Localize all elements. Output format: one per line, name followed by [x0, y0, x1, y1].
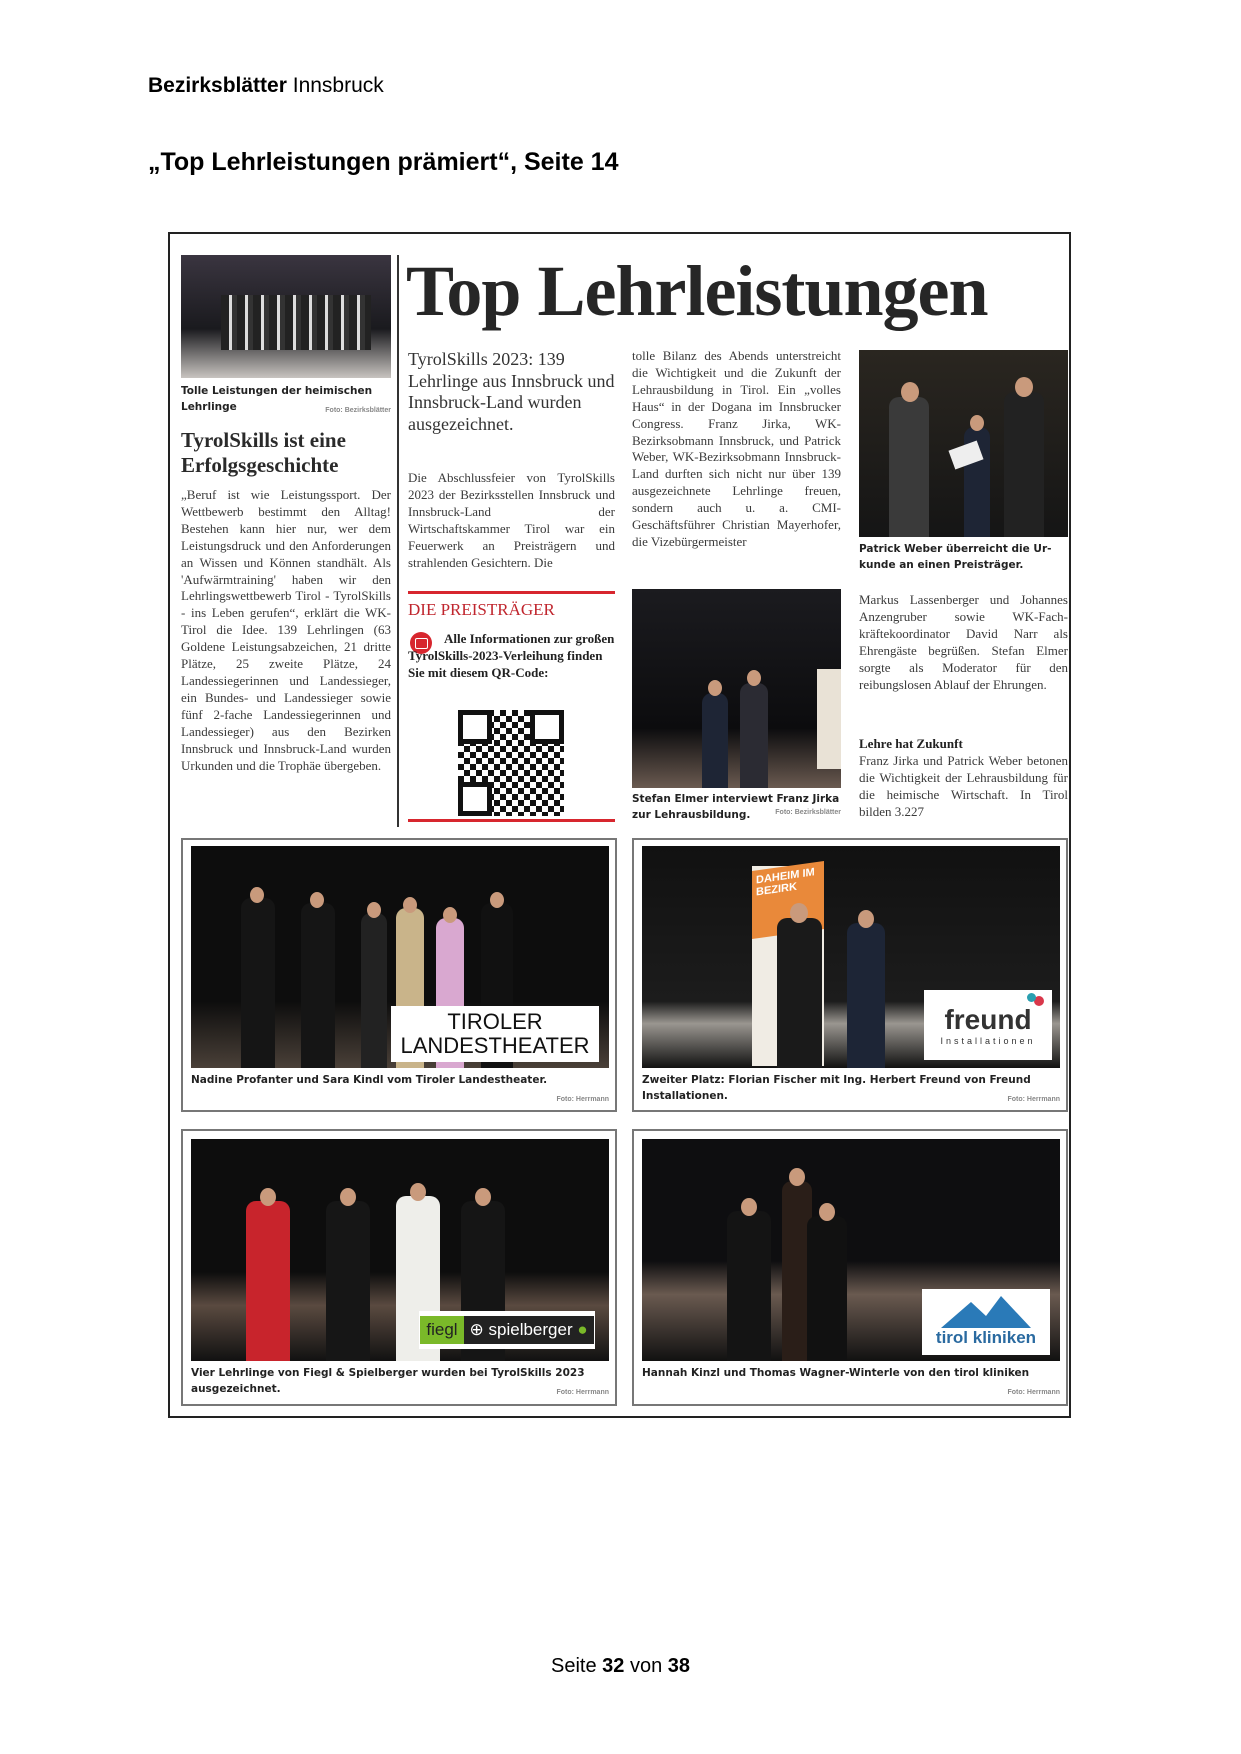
side-body: „Beruf ist wie Leistungssport. Der Wettbewerb bestimmt den Alltag! Bestehen kann hier nur, wer dem Leistungsdruck und den Anforderungen an Wissen und Können standhält. Als 'Aufwärmtraining' haben wir den Lehrlingswettbewerb Tirol - TyrolSkills - ins Leben gerufen“, erklärt die WK-Tirol die Idee. 139 Lehrlingen (63 Goldene Leistungsabzeichen, 21 dritte Plätze, 25 zweite Plätze, 24 Landessiegerinnen und Landessieger, ein Bundes- und Landessieger sowie fünf 2-fache Landessiegerinnen und Landessieger) aus den Bezirken Innsbruck und Innsbruck-Land wurden Urkunden und die Trophäe übergeben.	[181, 487, 391, 773]
gallery-item	[181, 1129, 617, 1406]
subsection-heading: Lehre hat Zukunft	[859, 736, 963, 751]
infobox-top-rule	[408, 591, 615, 594]
body-column-2: Die Abschlussfeier von TyrolSkills 2023 der Bezirksstellen Innsbruck und Innsbruck-Land der Wirtschaftskammer Tirol war ein Feuerwerk an Preisträgern und strahlenden Gesichtern. Die	[408, 470, 615, 570]
photo-interview	[632, 589, 841, 788]
photo-tirol-kliniken	[642, 1139, 1060, 1361]
gallery-item	[181, 838, 617, 1112]
side-heading: TyrolSkills ist eine Erfolgsgeschichte	[181, 428, 346, 477]
subsection-body: Franz Jirka und Patrick Weber betonen die Wichtigkeit der Lehrausbildung für die heimische Wirtschaft. In Tirol bilden 3.227	[859, 753, 1068, 819]
top-photo-caption: Tolle Leistungen der heimischen Lehrlinge Foto: Bezirksblätter	[181, 383, 391, 419]
photo-credit: Foto: Herrmann	[1007, 1389, 1060, 1396]
fiegl-spielberger-logo: fiegl ⊕ spielberger ●	[419, 1311, 595, 1349]
gallery-caption: Vier Lehrlinge von Fiegl & Spielberger wurden bei TyrolSkills 2023 ausgezeichnet. Foto: Herrmann	[191, 1365, 609, 1401]
group-figures	[221, 295, 371, 350]
infobox-text: Alle Informationen zur großen TyrolSkills-2023-Verleihung finden Sie mit diesem QR-Code:	[408, 631, 615, 680]
landestheater-logo: TIROLER LANDESTHEATER	[391, 1006, 599, 1062]
gallery-caption: Hannah Kinzl und Thomas Wagner-Winterle von den tirol kliniken Foto: Herrmann	[642, 1365, 1060, 1401]
photo-interview-caption: Stefan Elmer interviewt Franz Jirka zur Lehrausbildung. Foto: Bezirksblätter	[632, 793, 841, 821]
publication-region: Innsbruck	[292, 74, 384, 97]
photo-credit: Foto: Herrmann	[556, 1389, 609, 1396]
banner-stand	[817, 669, 841, 769]
photo-credit: Foto: Bezirksblätter	[325, 407, 391, 414]
body-column-4: Markus Lassenberger und Johannes Anzengruber sowie WK-Fachkräftekoordinator David Narr als Ehrengäste begrüßen. Stefan Elmer sorgte als Moderator für den reibungslosen Ablauf der Ehrungen.	[859, 592, 1068, 692]
gallery-item	[632, 1129, 1068, 1406]
photo-landestheater	[191, 846, 609, 1068]
infobox-title: DIE PREISTRÄGER	[408, 600, 555, 619]
headline: Top Lehrleistungen	[406, 251, 988, 331]
tirol-kliniken-logo: tirol kliniken	[922, 1289, 1050, 1355]
photo-award-handover	[859, 350, 1068, 537]
gallery-caption: Zweiter Platz: Florian Fischer mit Ing. Herbert Freund von Freund Installationen. Foto: Herrmann	[642, 1072, 1060, 1108]
photo-fiegl-spielberger	[191, 1139, 609, 1361]
gallery-item	[632, 838, 1068, 1112]
photo-credit: Foto: Bezirksblätter	[775, 809, 841, 816]
freund-logo: freund Installationen	[924, 990, 1052, 1060]
publication-header	[148, 74, 384, 98]
photo-award-caption: Patrick Weber überreicht die Urkunde an einen Preisträger.	[859, 543, 1052, 571]
qr-code[interactable]	[458, 710, 564, 816]
total-pages: 38	[667, 1655, 691, 1677]
gallery-caption: Nadine Profanter und Sara Kindl vom Tiroler Landestheater. Foto: Herrmann	[191, 1072, 609, 1108]
publication-name: Bezirksblätter	[148, 74, 287, 97]
infobox-bottom-rule	[408, 819, 615, 822]
page-footer: Seite 32 von 38	[550, 1655, 691, 1677]
subheadline: TyrolSkills 2023: 139 Lehrlinge aus Innsbruck und Innsbruck-Land wurden ausgezeichnet.	[408, 349, 615, 434]
photo-freund	[642, 846, 1060, 1068]
photo-credit: Foto: Herrmann	[556, 1096, 609, 1103]
clipping-title: „Top Lehrleistungen prämiert“, Seite 14	[148, 148, 619, 176]
mountain-icon	[941, 1296, 1031, 1328]
banner-stand: DAHEIM IM BEZIRK	[752, 866, 824, 1066]
body-column-3: tolle Bilanz des Abends unterstreicht die Wichtigkeit und die Zukunft der Lehrausbildung in Tirol. Ein „volles Haus“ in der Dogana im Innsbrucker Congress. Franz Jirka, WK-Bezirksobmann Innsbruck, und Patrick Weber, WK-Bezirksobmann Innsbruck-Land durften sich nicht nur über 139 ausgezeichnete Lehrlinge freuen, sondern auch u. a. CMI-Geschäftsführer Christian Mayerhofer, die Vizebürgermeister	[632, 348, 841, 549]
photo-group-stage	[181, 255, 391, 378]
column-divider	[397, 255, 399, 827]
current-page: 32	[602, 1655, 625, 1677]
photo-credit: Foto: Herrmann	[1007, 1096, 1060, 1103]
